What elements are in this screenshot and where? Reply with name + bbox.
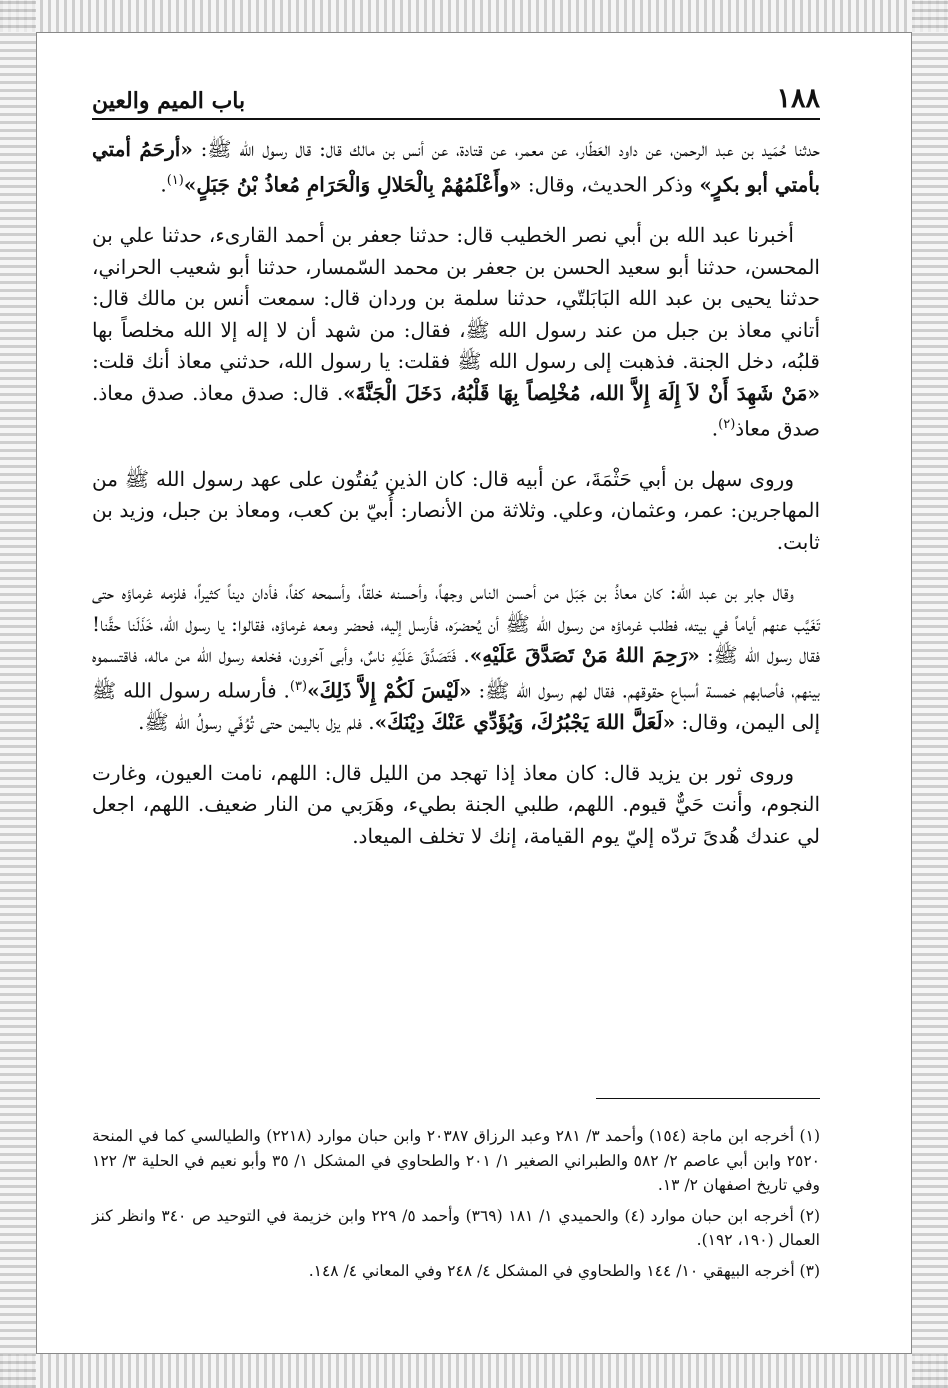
text-run: وذكر الحديث، وقال: [521, 173, 700, 198]
paragraph [92, 220, 820, 445]
text-run: وقال جابر بن عبد الله: كان معاذُ بن جَبَل من أحسن الناس وجهاً، وأحسنه خلقاً، وأسمحه كفاً، فأدان ديناً كثيراً، فلزمه غرماؤه حتى تَغَيَّب عنهم أياماً في بيته، فطلب غرماؤه من رسول الله ﷺ أن يُحضرَه، فأرسل إليه، فحضر ومعه غرماؤه، فقالوا: يا رسول الله، خَذَلَنا حقَّنا! فقال رسول الله ﷺ: [92, 580, 821, 667]
footnotes [92, 1124, 820, 1289]
frame-line [36, 32, 37, 1354]
text-run: . فَتَصَدَّقَ عَلَيْهِ ناسٌ، وأبى آخرون، فخلعه رسول الله من ماله، فاقتسموه بينهم، فأصابهم خمسة أسباع حقوقهم. فقال لهم رسول الله ﷺ: [92, 643, 820, 704]
text-run: . [711, 416, 719, 441]
hadith-quote: «لَيْسَ لَكُمْ إِلاَّ ذَلِكَ» [307, 679, 472, 704]
text-run: . فأرسله رسول الله ﷺ إلى اليمن، وقال: [92, 679, 820, 735]
footnote: (٣) أخرجه البيهقي ١٠/ ١٤٤ والطحاوي في المشكل ٤/ ٢٤٨ وفي المعاني ٤/ ١٤٨. [308, 1261, 820, 1280]
paragraph [92, 577, 820, 739]
decorative-border-right [912, 0, 948, 1388]
running-title: باب الميم والعين [92, 88, 246, 114]
page-content [92, 78, 820, 871]
page-header [92, 78, 820, 120]
text-run: وروى سهل بن أبي حَثْمَةَ، عن أبيه قال: كان الذين يُفتُون على عهد رسول الله ﷺ من المهاجرين: عمر، وعثمان، وعلي. وثلاثة من الأنصار: أُبيّ بن كعب، ومعاذ بن جبل، وزيد بن ثابت. [92, 466, 820, 554]
text-run: أخبرنا عبد الله بن أبي نصر الخطيب قال: حدثنا جعفر بن أحمد القارىء، حدثنا علي بن المحسن، حدثنا أبو سعيد الحسن بن جعفر بن محمد السّمسار، حدثنا أبو شعيب الحراني، حدثنا يحيى بن عبد الله البَابَلتّي، حدثنا سلمة بن وردان قال: سمعت أنس بن مالك قال: أتاني معاذ بن جبل من عند رسول الله ﷺ، فقال: من شهد أن لا إله إلا الله مخلصاً بها قلبُه، دخل الجنة. فذهبت إلى رسول الله ﷺ فقلت: يا رسول الله، حدثني معاذ أنك قلت: [92, 223, 820, 374]
footnote-separator [596, 1098, 820, 1099]
page-number: ١٨٨ [776, 83, 820, 114]
footnote-ref: (٣) [289, 679, 308, 695]
hadith-quote: «رَحِمَ اللهُ مَنْ تَصَدَّقَ عَلَيْهِ» [469, 643, 700, 667]
text-run: حدثنا حُمَيد بن عبد الرحمن، عن داود العَطّار، عن معمر، عن قتادة، عن أنس بن مالك قال: قال رسول الله ﷺ: [192, 137, 820, 161]
hadith-quote: «وأَعْلَمُهُمْ بِالْحَلالِ وَالْحَرَامِ مُعاذُ بْنُ جَبَلٍ» [183, 173, 522, 198]
text-run: . [160, 173, 167, 198]
paragraph [92, 758, 820, 852]
footnote: (١) أخرجه ابن ماجة (١٥٤) وأحمد ٣/ ٢٨١ وعبد الرزاق ٢٠٣٨٧ وابن حبان موارد (٢٢١٨) والطيالسي كما في المنحة ٢٥٢٠ وابن أبي عاصم ٢/ ٥٨٢ والطبراني الصغير ١/ ٢٠١ والطحاوي في المشكل ١/ ٣٥ وأبو نعيم في الحلية ٣/ ١٢٢ وفي تاريخ اصفهان ٢/ ١٣. [92, 1127, 820, 1194]
hadith-quote: «مَنْ شَهِدَ أَنْ لاَ إِلَهَ إِلاَّ الله، مُخْلِصاً بِهَا قَلْبُهُ، دَخَلَ الْجَنَّةَ» [343, 380, 820, 405]
decorative-border-left [0, 0, 36, 1388]
text-run: وروى ثور بن يزيد قال: كان معاذ إذا تهجد من الليل قال: اللهم، نامت العيون، وغارت النجوم، وأنت حَيٌّ قيوم. اللهم، طلبي الجنة بطيء، وهَرَبي من النار ضعيف. اللهم، اجعل لي عندك هُدىً تردّه إليّ يوم القيامة، إنك لا تخلف الميعاد. [92, 760, 820, 848]
hadith-quote: «أرحَمُ أمتي بأمتي أبو بكرٍ» [92, 137, 820, 198]
body-text [92, 134, 820, 852]
frame-line [36, 1353, 912, 1354]
hadith-quote: «لَعَلَّ اللهَ يَجْبُرُكَ، وَيُؤَدِّي عَنْكَ دِيْنَكَ» [374, 710, 676, 735]
paragraph [92, 134, 820, 201]
decorative-border-top [0, 0, 948, 32]
frame-line [911, 32, 912, 1354]
footnote-ref: (٢) [718, 416, 736, 432]
footnote: (٢) أخرجه ابن حبان موارد (٤) والحميدي ١/ ١٨١ (٣٦٩) وأحمد ٥/ ٢٢٩ وابن خزيمة في التوحيد ص ٣٤٠ وانظر كنز العمال (١٩٠، ١٩٢). [92, 1206, 820, 1249]
frame-line [36, 32, 912, 33]
paragraph [92, 464, 820, 558]
text-run: . قال: صدق معاذ. صدق معاذ. صدق معاذ [92, 380, 820, 441]
text-run: . فلم يزل باليمن حتى تُوُفّي رسولُ الله ﷺ. [138, 710, 375, 735]
footnote-ref: (١) [166, 173, 184, 189]
decorative-border-bottom [0, 1354, 948, 1388]
